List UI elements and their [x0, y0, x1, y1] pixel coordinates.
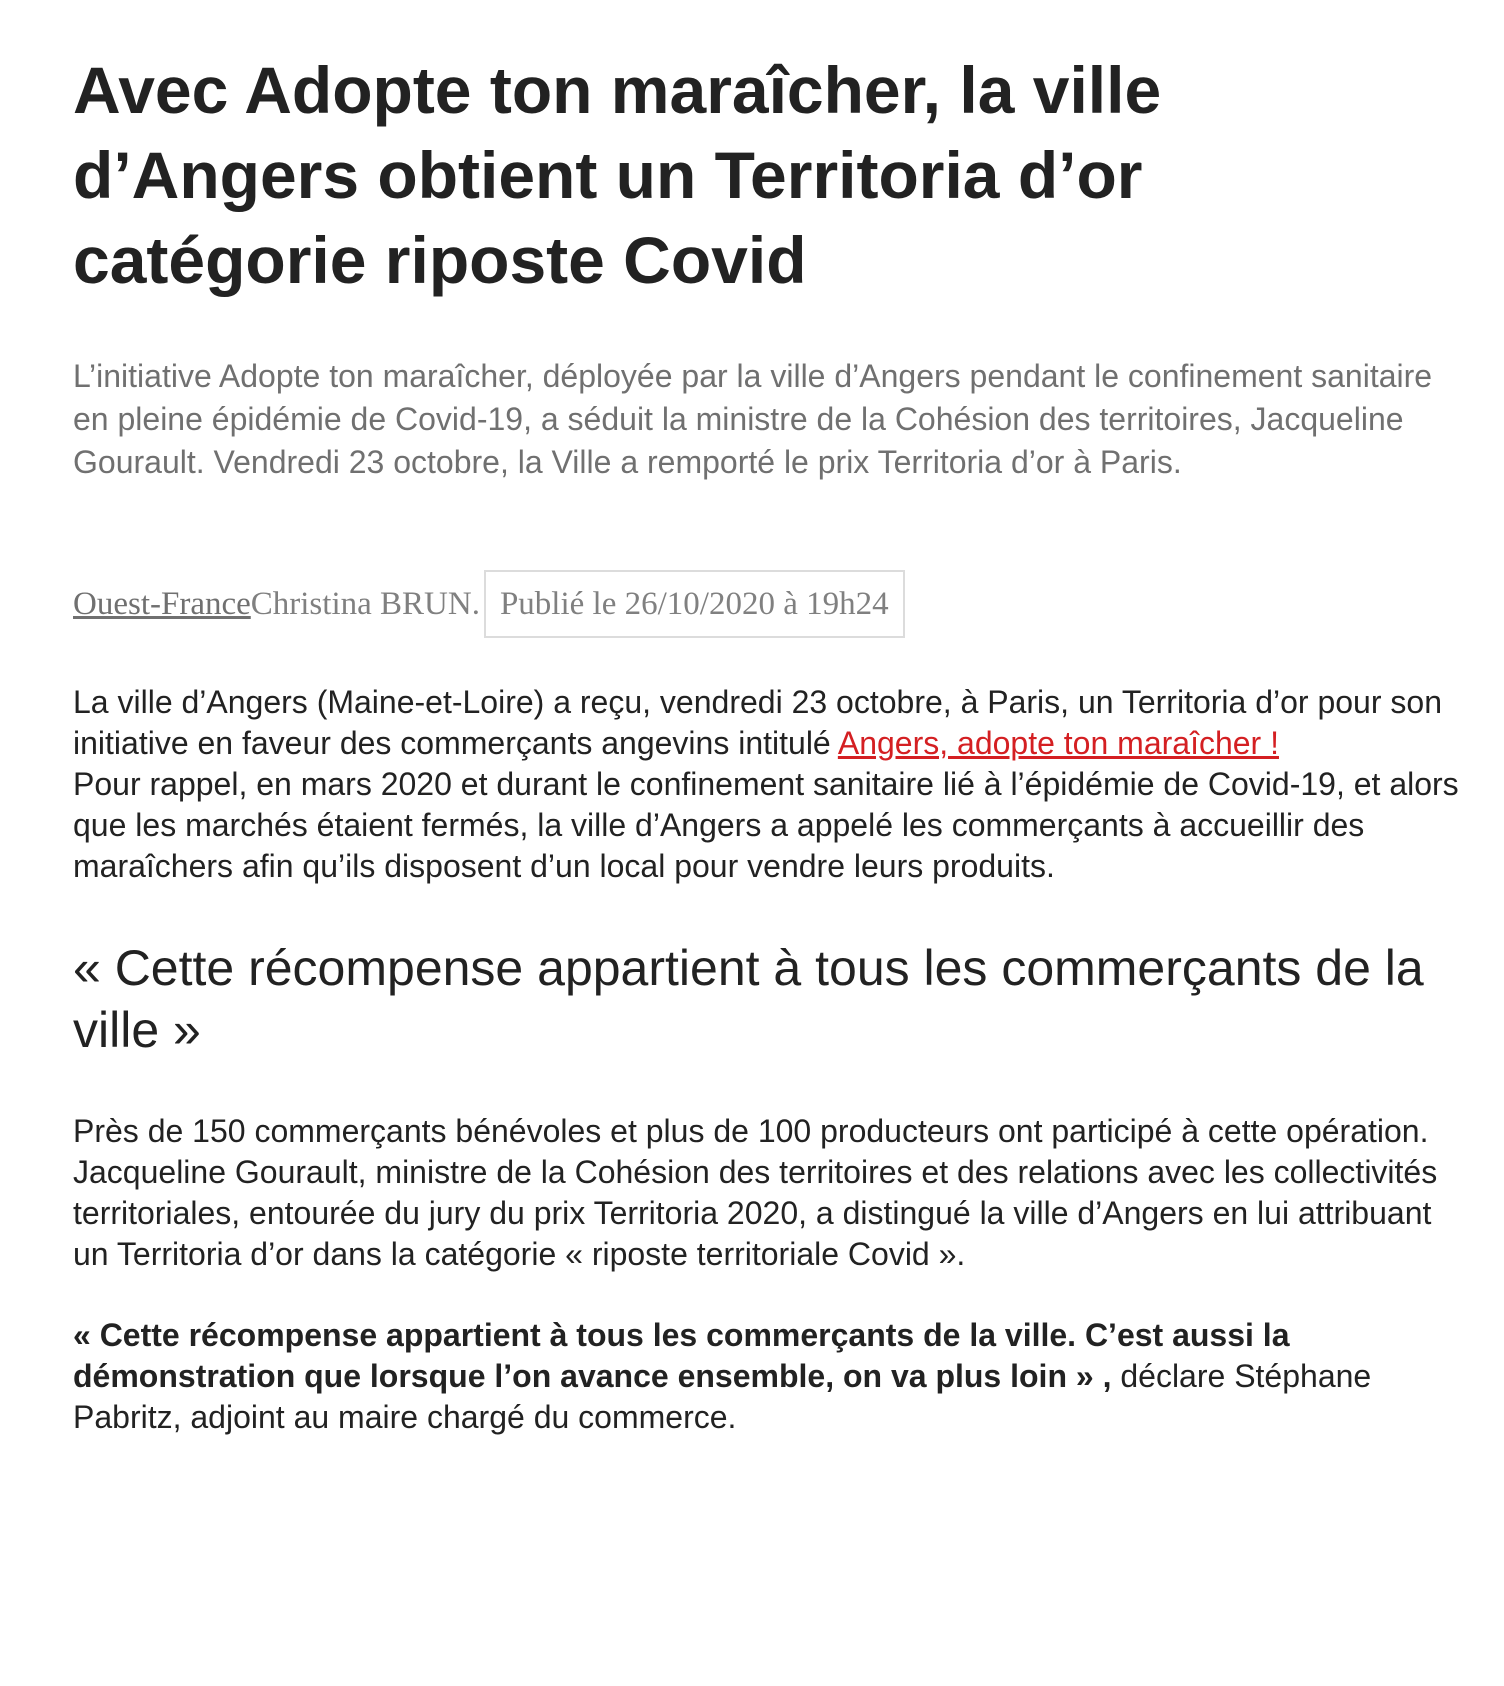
quote-attribution: déclare Stéphane Pabritz, adjoint au maire chargé du commerce. [73, 1358, 1372, 1435]
article-lead: L’initiative Adopte ton maraîcher, déployée par la ville d’Angers pendant le confinement sanitaire en pleine épidémie de Covid-19, a séduit la ministre de la Cohésion des territoires, Jacqueline Gourault. Vendredi 23 octobre, la Ville a remporté le prix Territoria d’or à Paris. [73, 358, 1433, 480]
quote-text: « Cette récompense appartient à tous les commerçants de la ville. C’est aussi la démonstration que lorsque l’on avance ensemble, on va plus loin » , [73, 1317, 1290, 1394]
paragraph-quote [73, 1315, 1463, 1438]
adopte-maraicher-link[interactable]: Angers, adopte ton maraîcher ! [837, 725, 1279, 761]
paragraph-participants: Près de 150 commerçants bénévoles et plus de 100 producteurs ont participé à cette opération. Jacqueline Gourault, ministre de la Cohésion des territoires et des relations avec les collectivités territoriales, entourée du jury du prix Territoria 2020, a distingué la ville d’Angers en lui attribuant un Territoria d’or dans la catégorie « riposte territoriale Covid ». [73, 1113, 1438, 1272]
paragraph-intro-text: La ville d’Angers (Maine-et-Loire) a reçu, vendredi 23 octobre, à Paris, un Territoria d’or pour son initiative en faveur des commerçants angevins intitulé [73, 684, 1442, 761]
section-subtitle: « Cette récompense appartient à tous les commerçants de la ville » [73, 940, 1424, 1058]
publication-date: Publié le 26/10/2020 à 19h24 [484, 570, 905, 638]
paragraph-intro-continued: Pour rappel, en mars 2020 et durant le confinement sanitaire lié à l’épidémie de Covid-19, et alors que les marchés étaient fermés, la ville d’Angers a appelé les commerçants à accueillir des maraîchers afin qu’ils disposent d’un local pour vendre leurs produits. [73, 766, 1459, 884]
author-name: Christina BRUN. [250, 586, 480, 622]
article [73, 48, 1459, 1438]
paragraph-intro [73, 682, 1463, 887]
article-title: Avec Adopte ton maraîcher, la ville d’Angers obtient un Territoria d’or catégorie riposte Covid [73, 53, 1162, 297]
source-link[interactable]: Ouest-France [73, 586, 251, 622]
byline [73, 570, 1453, 638]
